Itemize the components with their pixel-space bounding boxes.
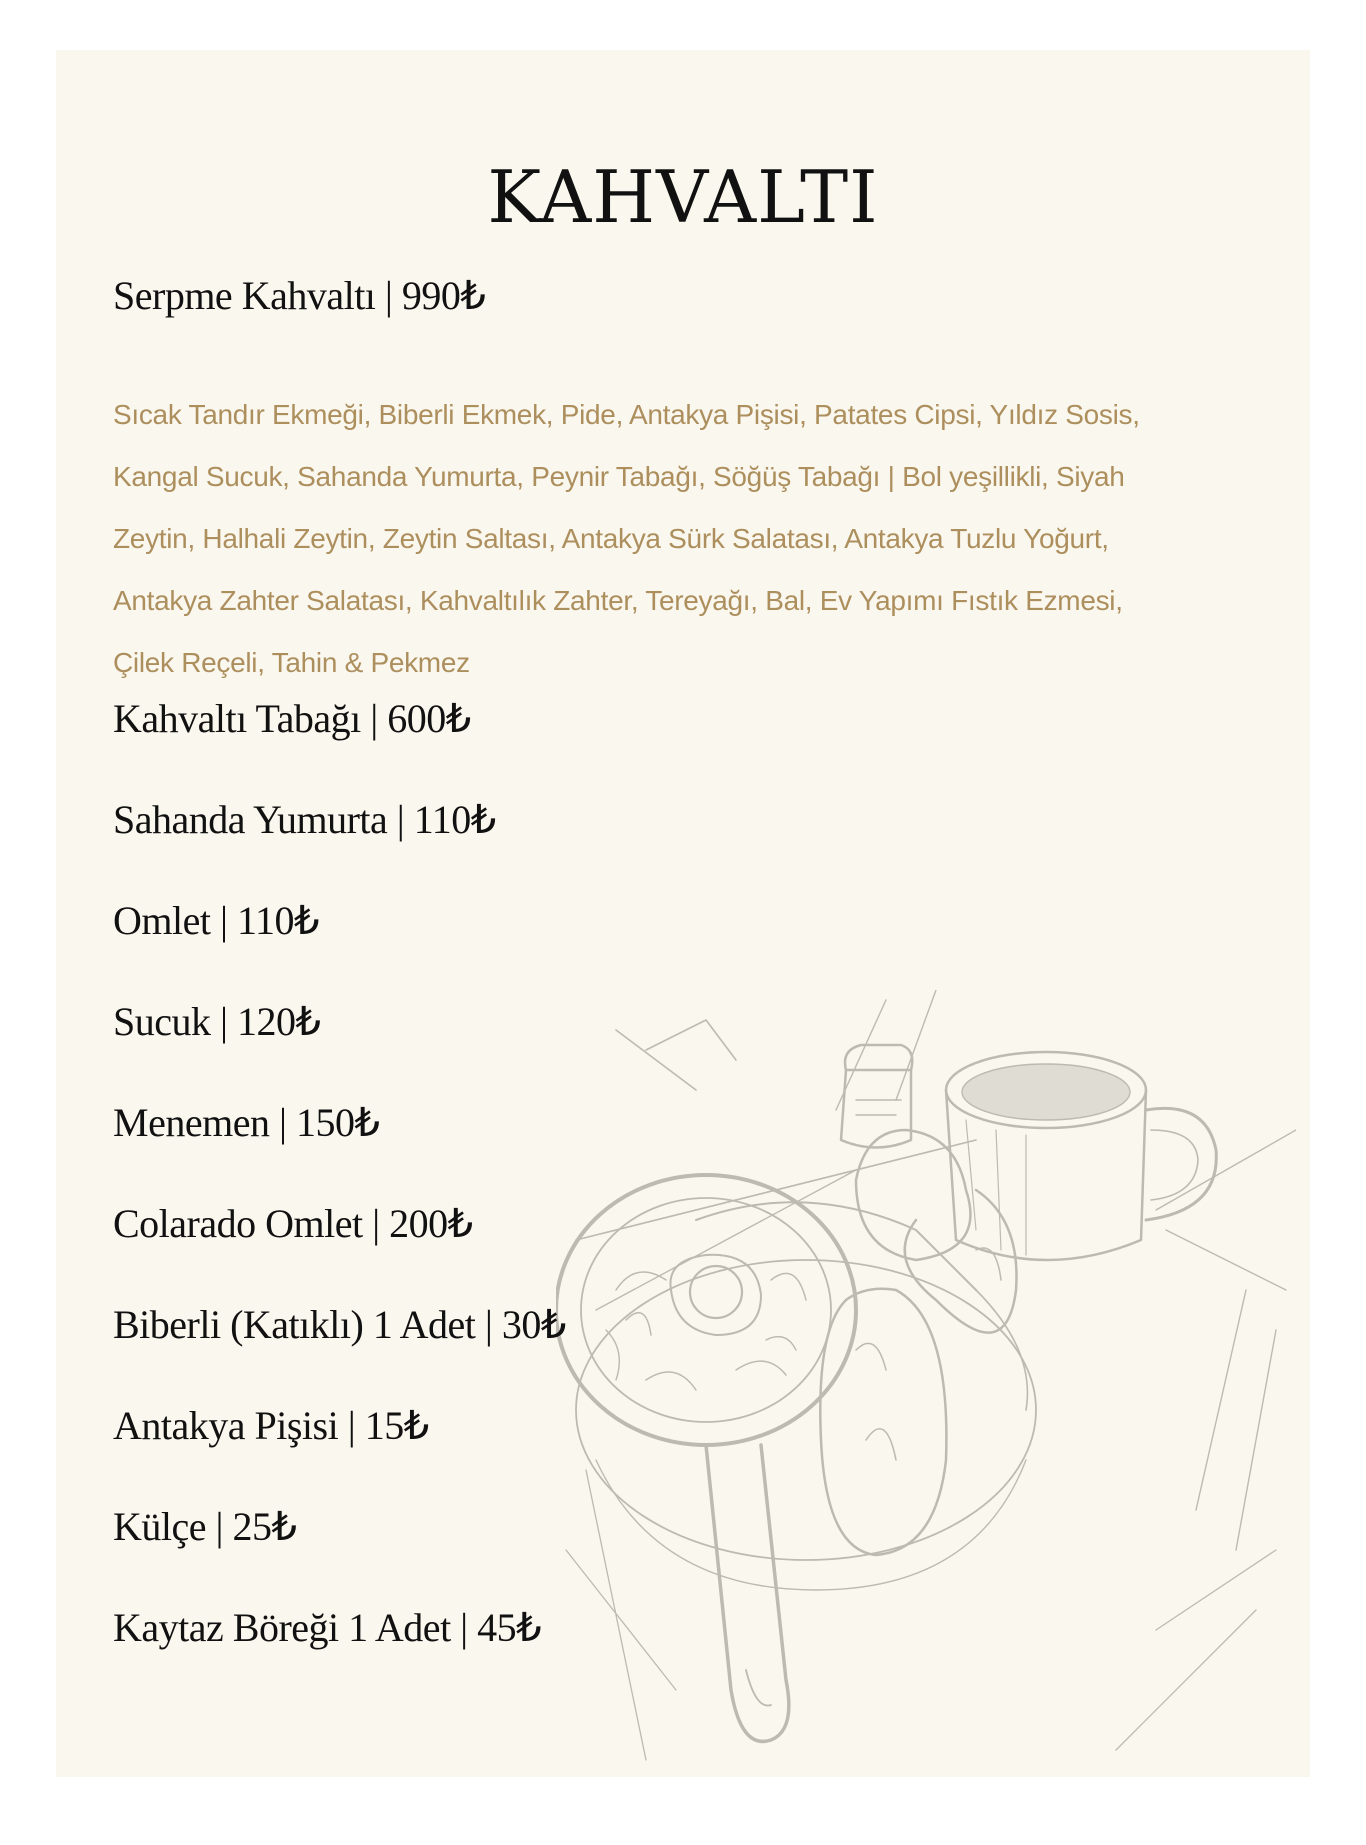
- menu-page: [56, 50, 1310, 1777]
- description-line: Antakya Zahter Salatası, Kahvaltılık Zahter, Tereyağı, Bal, Ev Yapımı Fıstık Ezmesi,: [113, 585, 1123, 616]
- featured-item-description: [113, 384, 1273, 694]
- menu-item: Omlet | 110₺: [113, 898, 319, 943]
- page-title: KAHVALTI: [487, 155, 879, 239]
- menu-item: Kahvaltı Tabağı | 600₺: [113, 696, 471, 741]
- description-line: Zeytin, Halhali Zeytin, Zeytin Saltası, Antakya Sürk Salatası, Antakya Tuzlu Yoğurt,: [113, 523, 1109, 554]
- menu-item: Menemen | 150₺: [113, 1100, 380, 1145]
- menu-item: Kaytaz Böreği 1 Adet | 45₺: [113, 1605, 542, 1650]
- menu-item: Antakya Pişisi | 15₺: [113, 1403, 429, 1448]
- menu-item: Sahanda Yumurta | 110₺: [113, 797, 496, 842]
- menu-item: Sucuk | 120₺: [113, 999, 321, 1044]
- menu-item: Colarado Omlet | 200₺: [113, 1201, 473, 1246]
- description-line: Kangal Sucuk, Sahanda Yumurta, Peynir Tabağı, Söğüş Tabağı | Bol yeşillikli, Siyah: [113, 461, 1125, 492]
- featured-item-title: Serpme Kahvaltı | 990₺: [113, 273, 486, 318]
- description-line: Çilek Reçeli, Tahin & Pekmez: [113, 647, 470, 678]
- menu-item: Külçe | 25₺: [113, 1504, 297, 1549]
- menu-item: Biberli (Katıklı) 1 Adet | 30₺: [113, 1302, 566, 1347]
- breakfast-sketch-illustration: [556, 990, 1296, 1770]
- description-line: Sıcak Tandır Ekmeği, Biberli Ekmek, Pide, Antakya Pişisi, Patates Cipsi, Yıldız Sosis,: [113, 399, 1140, 430]
